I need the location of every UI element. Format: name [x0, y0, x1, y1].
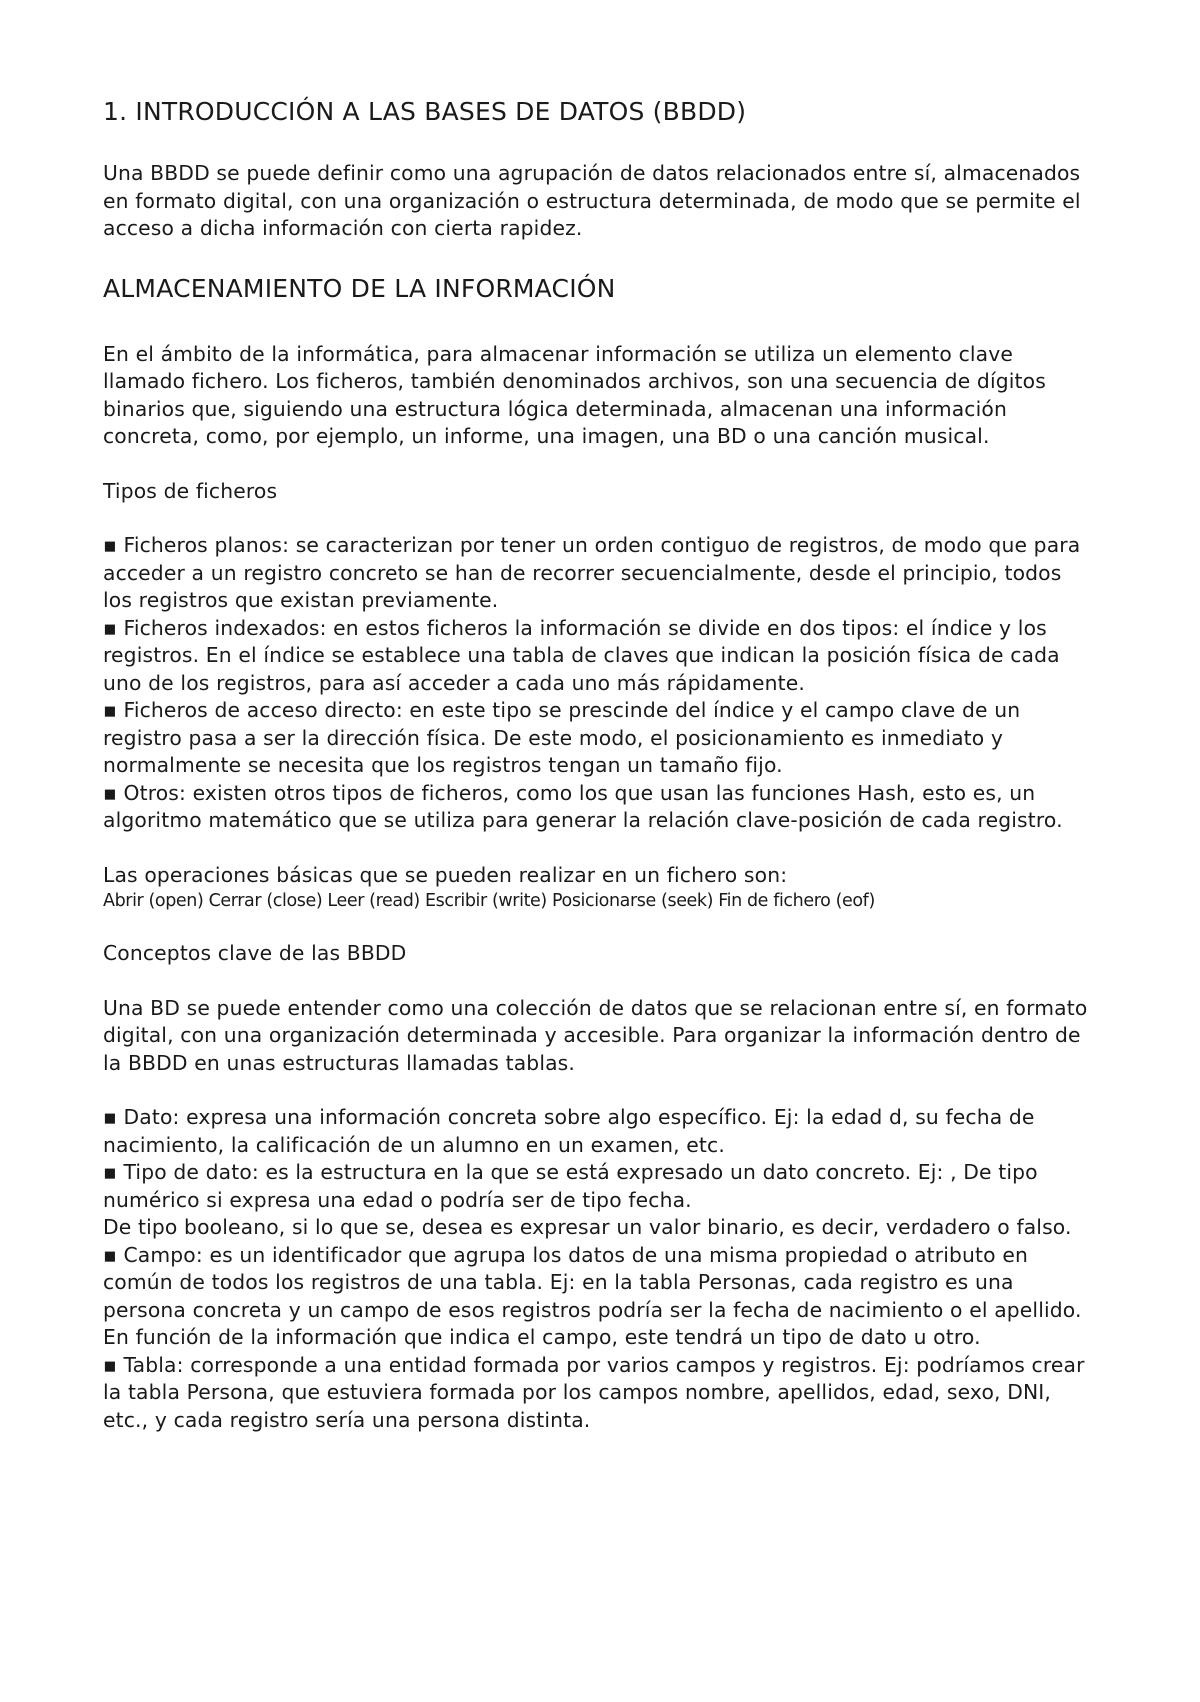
concept-item: ▪ Tipo de dato: es la estructura en la que se está expresado un dato concreto. Ej: , De tipo numérico si expresa una edad o podría ser de tipo fecha.: [103, 1160, 1038, 1212]
file-types-heading: Tipos de ficheros: [103, 478, 278, 503]
file-type-item: ▪ Otros: existen otros tipos de ficheros, como los que usan las funciones Hash, esto es, un algoritmo matemático que se utiliza para generar la relación clave-posición de cada registro.: [103, 780, 1063, 832]
concept-item: ▪ Campo: es un identificador que agrupa los datos de una misma propiedad o atributo en común de todos los registros de una tabla. Ej: en la tabla Personas, cada registro es una persona concreta y un campo de esos registros podría ser la fecha de nacimiento o el apellido. En función de la información que indica el campo, este tendrá un tipo de dato u otro.: [103, 1242, 1082, 1349]
concept-item: ▪ Dato: expresa una información concreta sobre algo específico. Ej: la edad d, su fecha de nacimiento, la calificación de un alumno en un examen, etc.: [103, 1105, 1035, 1157]
storage-paragraph: En el ámbito de la informática, para almacenar información se utiliza un elemento clave llamado fichero. Los ficheros, también denominados archivos, son una secuencia de dígitos binarios que, siguiendo una estructura lógica determinada, almacenan una información concreta, como, por ejemplo, un informe, una imagen, una BD o una canción musical.: [103, 341, 1046, 448]
file-type-item: ▪ Ficheros de acceso directo: en este tipo se prescinde del índice y el campo clave de un registro pasa a ser la dirección física. De este modo, el posicionamiento es inmediato y normalmente se necesita que los registros tengan un tamaño fijo.: [103, 698, 1021, 777]
operations-intro: Las operaciones básicas que se pueden realizar en un fichero son:: [103, 862, 788, 887]
concept-item: De tipo booleano, si lo que se, desea es expresar un valor binario, es decir, verdadero o falso.: [103, 1215, 1072, 1239]
intro-paragraph: Una BBDD se puede definir como una agrupación de datos relacionados entre sí, almacenados en formato digital, con una organización o estructura determinada, de modo que se permite el acceso a dicha información con cierta rapidez.: [103, 161, 1081, 240]
document-page: [103, 96, 1095, 1434]
section-heading: ALMACENAMIENTO DE LA INFORMACIÓN: [103, 273, 616, 303]
concepts-heading: Conceptos clave de las BBDD: [103, 941, 407, 965]
document-title: 1. INTRODUCCIÓN A LAS BASES DE DATOS (BBDD): [103, 97, 747, 126]
operations-list: Abrir (open) Cerrar (close) Leer (read) Escribir (write) Posicionarse (seek) Fin de fichero (eof): [103, 891, 875, 911]
file-type-item: ▪ Ficheros indexados: en estos ficheros la información se divide en dos tipos: el índice y los registros. En el índice se establece una tabla de claves que indican la posición física de cada uno de los registros, para así acceder a cada uno más rápidamente.: [103, 615, 1060, 695]
concepts-intro: Una BD se puede entender como una colección de datos que se relacionan entre sí, en formato digital, con una organización determinada y accesible. Para organizar la información dentro de la BBDD en unas estructuras llamadas tablas.: [103, 995, 1088, 1075]
concept-item: ▪ Tabla: corresponde a una entidad formada por varios campos y registros. Ej: podríamos crear la tabla Persona, que estuviera formada por los campos nombre, apellidos, edad, sexo, DNI, etc., y cada registro sería una persona distinta.: [103, 1352, 1085, 1432]
file-type-item: ▪ Ficheros planos: se caracterizan por tener un orden contiguo de registros, de modo que para acceder a un registro concreto se han de recorrer secuencialmente, desde el principio, todos los registros que existan previamente.: [103, 533, 1081, 612]
